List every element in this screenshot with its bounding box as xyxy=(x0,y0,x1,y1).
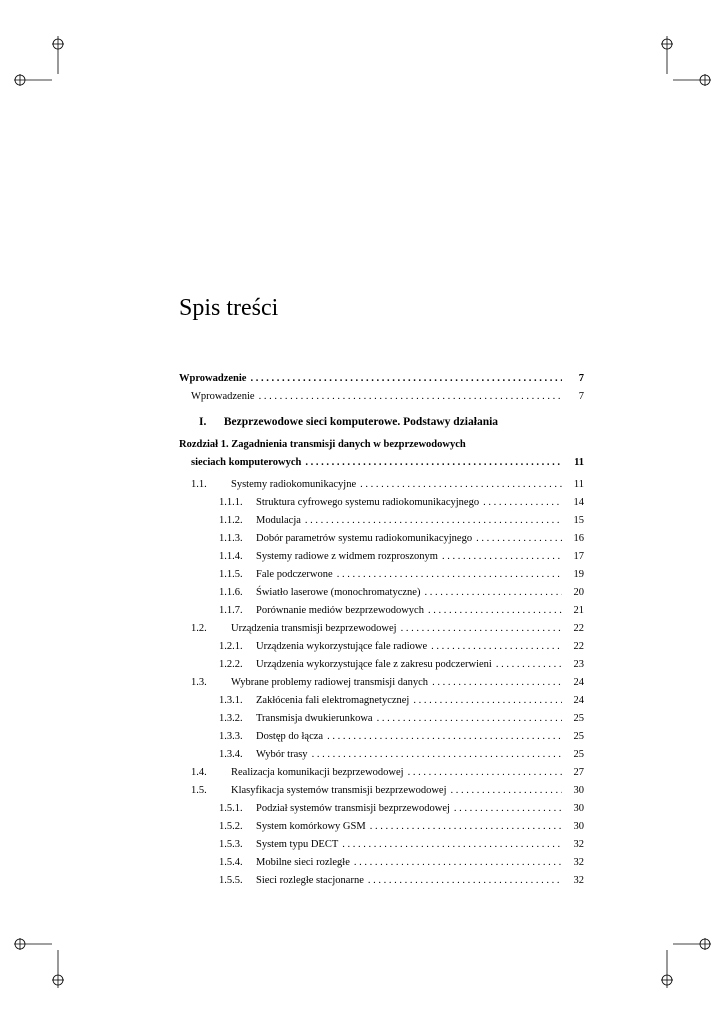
chapter-heading-line2[interactable] xyxy=(179,454,584,472)
toc-entry-number: 1.3.3. xyxy=(219,731,243,742)
leader-dots xyxy=(305,512,562,530)
toc-entry-number: 1.3. xyxy=(191,677,207,688)
toc-entry-number: 1.2.2. xyxy=(219,659,243,670)
toc-entry-page: 32 xyxy=(573,857,584,868)
toc-entry-text: Światło laserowe (monochromatyczne) xyxy=(256,587,421,598)
toc-entry[interactable] xyxy=(179,692,584,710)
leader-dots xyxy=(476,530,562,548)
leader-dots xyxy=(305,454,562,472)
toc-entry-text: Urządzenia wykorzystujące fale radiowe xyxy=(256,641,428,652)
leader-dots xyxy=(360,476,562,494)
toc-entry-front[interactable] xyxy=(179,370,584,388)
toc-entry-number: 1.1.7. xyxy=(219,605,243,616)
toc-entry[interactable] xyxy=(179,620,584,638)
toc-entry-text: Transmisja dwukierunkowa xyxy=(256,713,373,724)
toc-entry-number: 1.5.3. xyxy=(219,839,243,850)
toc-entry-page: 19 xyxy=(573,569,584,580)
toc-entry-text: Mobilne sieci rozległe xyxy=(256,857,350,868)
leader-dots xyxy=(450,782,562,800)
part-title: Bezprzewodowe sieci komputerowe. Podstawy działania xyxy=(223,416,499,428)
toc-entry-text: Podział systemów transmisji bezprzewodowej xyxy=(256,803,450,814)
toc-entry-page: 30 xyxy=(573,821,584,832)
leader-dots xyxy=(337,566,562,584)
toc-entry-page: 24 xyxy=(573,677,584,688)
toc-entry-page: 16 xyxy=(573,533,584,544)
toc-entry-page: 11 xyxy=(573,479,584,490)
toc-entry-page: 27 xyxy=(573,767,584,778)
toc-entry-page: 23 xyxy=(573,659,584,670)
toc-entry-number: 1.4. xyxy=(191,767,207,778)
toc-entry-number: 1.5.4. xyxy=(219,857,243,868)
toc-entry-page: 7 xyxy=(578,373,584,384)
toc-entry-page: 14 xyxy=(573,497,584,508)
leader-dots xyxy=(408,764,562,782)
toc-entry-number: 1.3.4. xyxy=(219,749,243,760)
toc-entry[interactable] xyxy=(179,746,584,764)
leader-dots xyxy=(250,370,562,388)
toc-entry-number: 1.1.6. xyxy=(219,587,243,598)
chapter-heading-line1[interactable]: Rozdział 1. Zagadnienia transmisji danych w bezprzewodowych xyxy=(179,439,466,450)
toc-entry-text: Sieci rozległe stacjonarne xyxy=(256,875,364,886)
toc-entry[interactable] xyxy=(179,494,584,512)
table-of-contents xyxy=(179,370,584,890)
toc-entry-text: Wybór trasy xyxy=(256,749,308,760)
toc-entry[interactable] xyxy=(179,638,584,656)
toc-entry-number: 1.1.2. xyxy=(219,515,243,526)
toc-entry-text: Struktura cyfrowego systemu radiokomunikacyjnego xyxy=(256,497,480,508)
leader-dots xyxy=(354,854,562,872)
leader-dots xyxy=(483,494,562,512)
toc-entry-text: Realizacja komunikacji bezprzewodowej xyxy=(231,767,404,778)
leader-dots xyxy=(424,584,562,602)
toc-entry[interactable] xyxy=(179,854,584,872)
toc-entry-page: 22 xyxy=(573,623,584,634)
toc-entry[interactable] xyxy=(179,512,584,530)
toc-entry-page: 15 xyxy=(573,515,584,526)
toc-entry[interactable] xyxy=(179,584,584,602)
toc-entry-text: Fale podczerwone xyxy=(256,569,333,580)
leader-dots xyxy=(428,602,562,620)
toc-entry[interactable] xyxy=(179,476,584,494)
toc-entry-page: 7 xyxy=(578,391,584,402)
toc-entry-text: Dobór parametrów systemu radiokomunikacyjnego xyxy=(256,533,473,544)
toc-entry-text: System komórkowy GSM xyxy=(256,821,366,832)
leader-dots xyxy=(312,746,562,764)
leader-dots xyxy=(442,548,562,566)
leader-dots xyxy=(454,800,562,818)
toc-entry-page: 30 xyxy=(573,785,584,796)
toc-entry-text: Zakłócenia fali elektromagnetycznej xyxy=(256,695,410,706)
leader-dots xyxy=(496,656,562,674)
toc-entry-page: 17 xyxy=(573,551,584,562)
part-number: I. xyxy=(199,416,207,428)
toc-entry-page: 25 xyxy=(573,749,584,760)
part-heading[interactable] xyxy=(179,410,584,434)
leader-dots xyxy=(342,836,562,854)
crop-mark-top-left xyxy=(14,36,74,96)
toc-entry[interactable] xyxy=(179,782,584,800)
crop-mark-bottom-left xyxy=(14,928,74,988)
toc-entry-page: 30 xyxy=(573,803,584,814)
toc-entry[interactable] xyxy=(179,728,584,746)
toc-entry-text: Wybrane problemy radiowej transmisji danych xyxy=(231,677,429,688)
leader-dots xyxy=(259,388,562,406)
toc-entry-number: 1.1. xyxy=(191,479,207,490)
chapter-page: 11 xyxy=(574,457,584,468)
toc-entry[interactable] xyxy=(179,656,584,674)
toc-entries xyxy=(179,476,584,890)
crop-mark-top-right xyxy=(651,36,711,96)
toc-entry-text: Systemy radiowe z widmem rozproszonym xyxy=(256,551,438,562)
toc-entry[interactable] xyxy=(179,800,584,818)
toc-entry-page: 21 xyxy=(573,605,584,616)
toc-entry-number: 1.5.2. xyxy=(219,821,243,832)
toc-entry-number: 1.1.4. xyxy=(219,551,243,562)
toc-entry[interactable] xyxy=(179,548,584,566)
toc-entry-text: Porównanie mediów bezprzewodowych xyxy=(256,605,424,616)
toc-entry-number: 1.3.2. xyxy=(219,713,243,724)
toc-entry[interactable] xyxy=(179,836,584,854)
leader-dots xyxy=(413,692,562,710)
toc-entry-number: 1.5.1. xyxy=(219,803,243,814)
toc-entry-text: Urządzenia transmisji bezprzewodowej xyxy=(231,623,397,634)
leader-dots xyxy=(431,638,562,656)
toc-entry-text: Wprowadzenie xyxy=(179,373,247,384)
toc-entry[interactable] xyxy=(179,872,584,890)
leader-dots xyxy=(377,710,562,728)
leader-dots xyxy=(368,872,562,890)
toc-entry-text: Wprowadzenie xyxy=(191,391,255,402)
toc-entry-front-sub[interactable] xyxy=(179,388,584,406)
toc-entry-page: 32 xyxy=(573,839,584,850)
chapter-title-cont: sieciach komputerowych xyxy=(191,457,302,468)
toc-entry-number: 1.1.1. xyxy=(219,497,243,508)
leader-dots xyxy=(401,620,562,638)
toc-entry[interactable] xyxy=(179,566,584,584)
toc-entry-text: Systemy radiokomunikacyjne xyxy=(231,479,357,490)
page-title: Spis treści xyxy=(179,295,279,321)
toc-entry-text: Klasyfikacja systemów transmisji bezprzewodowej xyxy=(231,785,447,796)
toc-entry-number: 1.3.1. xyxy=(219,695,243,706)
toc-entry-text: System typu DECT xyxy=(256,839,339,850)
toc-entry-text: Dostęp do łącza xyxy=(256,731,324,742)
toc-entry-page: 25 xyxy=(573,731,584,742)
toc-entry-number: 1.5. xyxy=(191,785,207,796)
toc-entry-number: 1.5.5. xyxy=(219,875,243,886)
toc-entry-number: 1.1.5. xyxy=(219,569,243,580)
leader-dots xyxy=(327,728,562,746)
toc-entry[interactable] xyxy=(179,818,584,836)
toc-entry-page: 20 xyxy=(573,587,584,598)
toc-entry[interactable] xyxy=(179,764,584,782)
leader-dots xyxy=(432,674,562,692)
toc-entry[interactable] xyxy=(179,674,584,692)
toc-entry-text: Modulacja xyxy=(256,515,301,526)
toc-entry[interactable] xyxy=(179,710,584,728)
toc-entry-number: 1.2. xyxy=(191,623,207,634)
leader-dots xyxy=(370,818,562,836)
toc-entry-page: 22 xyxy=(573,641,584,652)
toc-entry-text: Urządzenia wykorzystujące fale z zakresu podczerwieni xyxy=(256,659,492,670)
toc-entry[interactable] xyxy=(179,530,584,548)
toc-entry-page: 24 xyxy=(573,695,584,706)
toc-entry[interactable] xyxy=(179,602,584,620)
crop-mark-bottom-right xyxy=(651,928,711,988)
toc-entry-number: 1.1.3. xyxy=(219,533,243,544)
toc-entry-page: 25 xyxy=(573,713,584,724)
toc-entry-page: 32 xyxy=(573,875,584,886)
toc-entry-number: 1.2.1. xyxy=(219,641,243,652)
